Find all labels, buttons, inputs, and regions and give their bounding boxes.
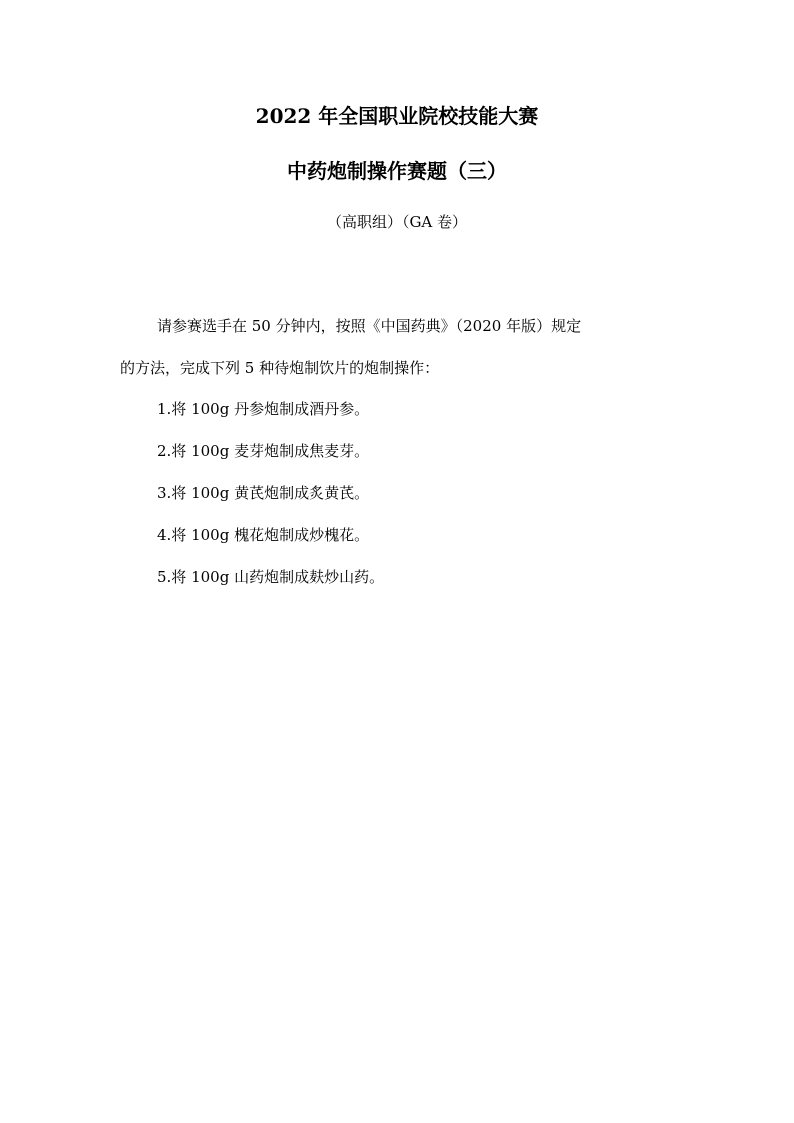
document-title: 2022 年全国职业院校技能大赛 xyxy=(255,104,539,128)
document-subtitle-heading: 中药炮制操作赛题（三） xyxy=(287,159,507,183)
instruction-paragraph-line-1: 请参赛选手在 50 分钟内，按照《中国药典》（2020 年版）规定 xyxy=(157,317,582,335)
task-item-4: 4.将 100g 槐花炮制成炒槐花。 xyxy=(157,526,370,544)
task-item-3: 3.将 100g 黄芪炮制成炙黄芪。 xyxy=(157,484,370,502)
document-group-label: （高职组）（GA 卷） xyxy=(326,213,468,231)
task-item-5: 5.将 100g 山药炮制成麸炒山药。 xyxy=(157,568,385,586)
instruction-paragraph-line-2: 的方法，完成下列 5 种待炮制饮片的炮制操作： xyxy=(120,359,440,377)
task-item-2: 2.将 100g 麦芽炮制成焦麦芽。 xyxy=(157,442,370,460)
task-item-1: 1.将 100g 丹参炮制成酒丹参。 xyxy=(157,400,370,418)
